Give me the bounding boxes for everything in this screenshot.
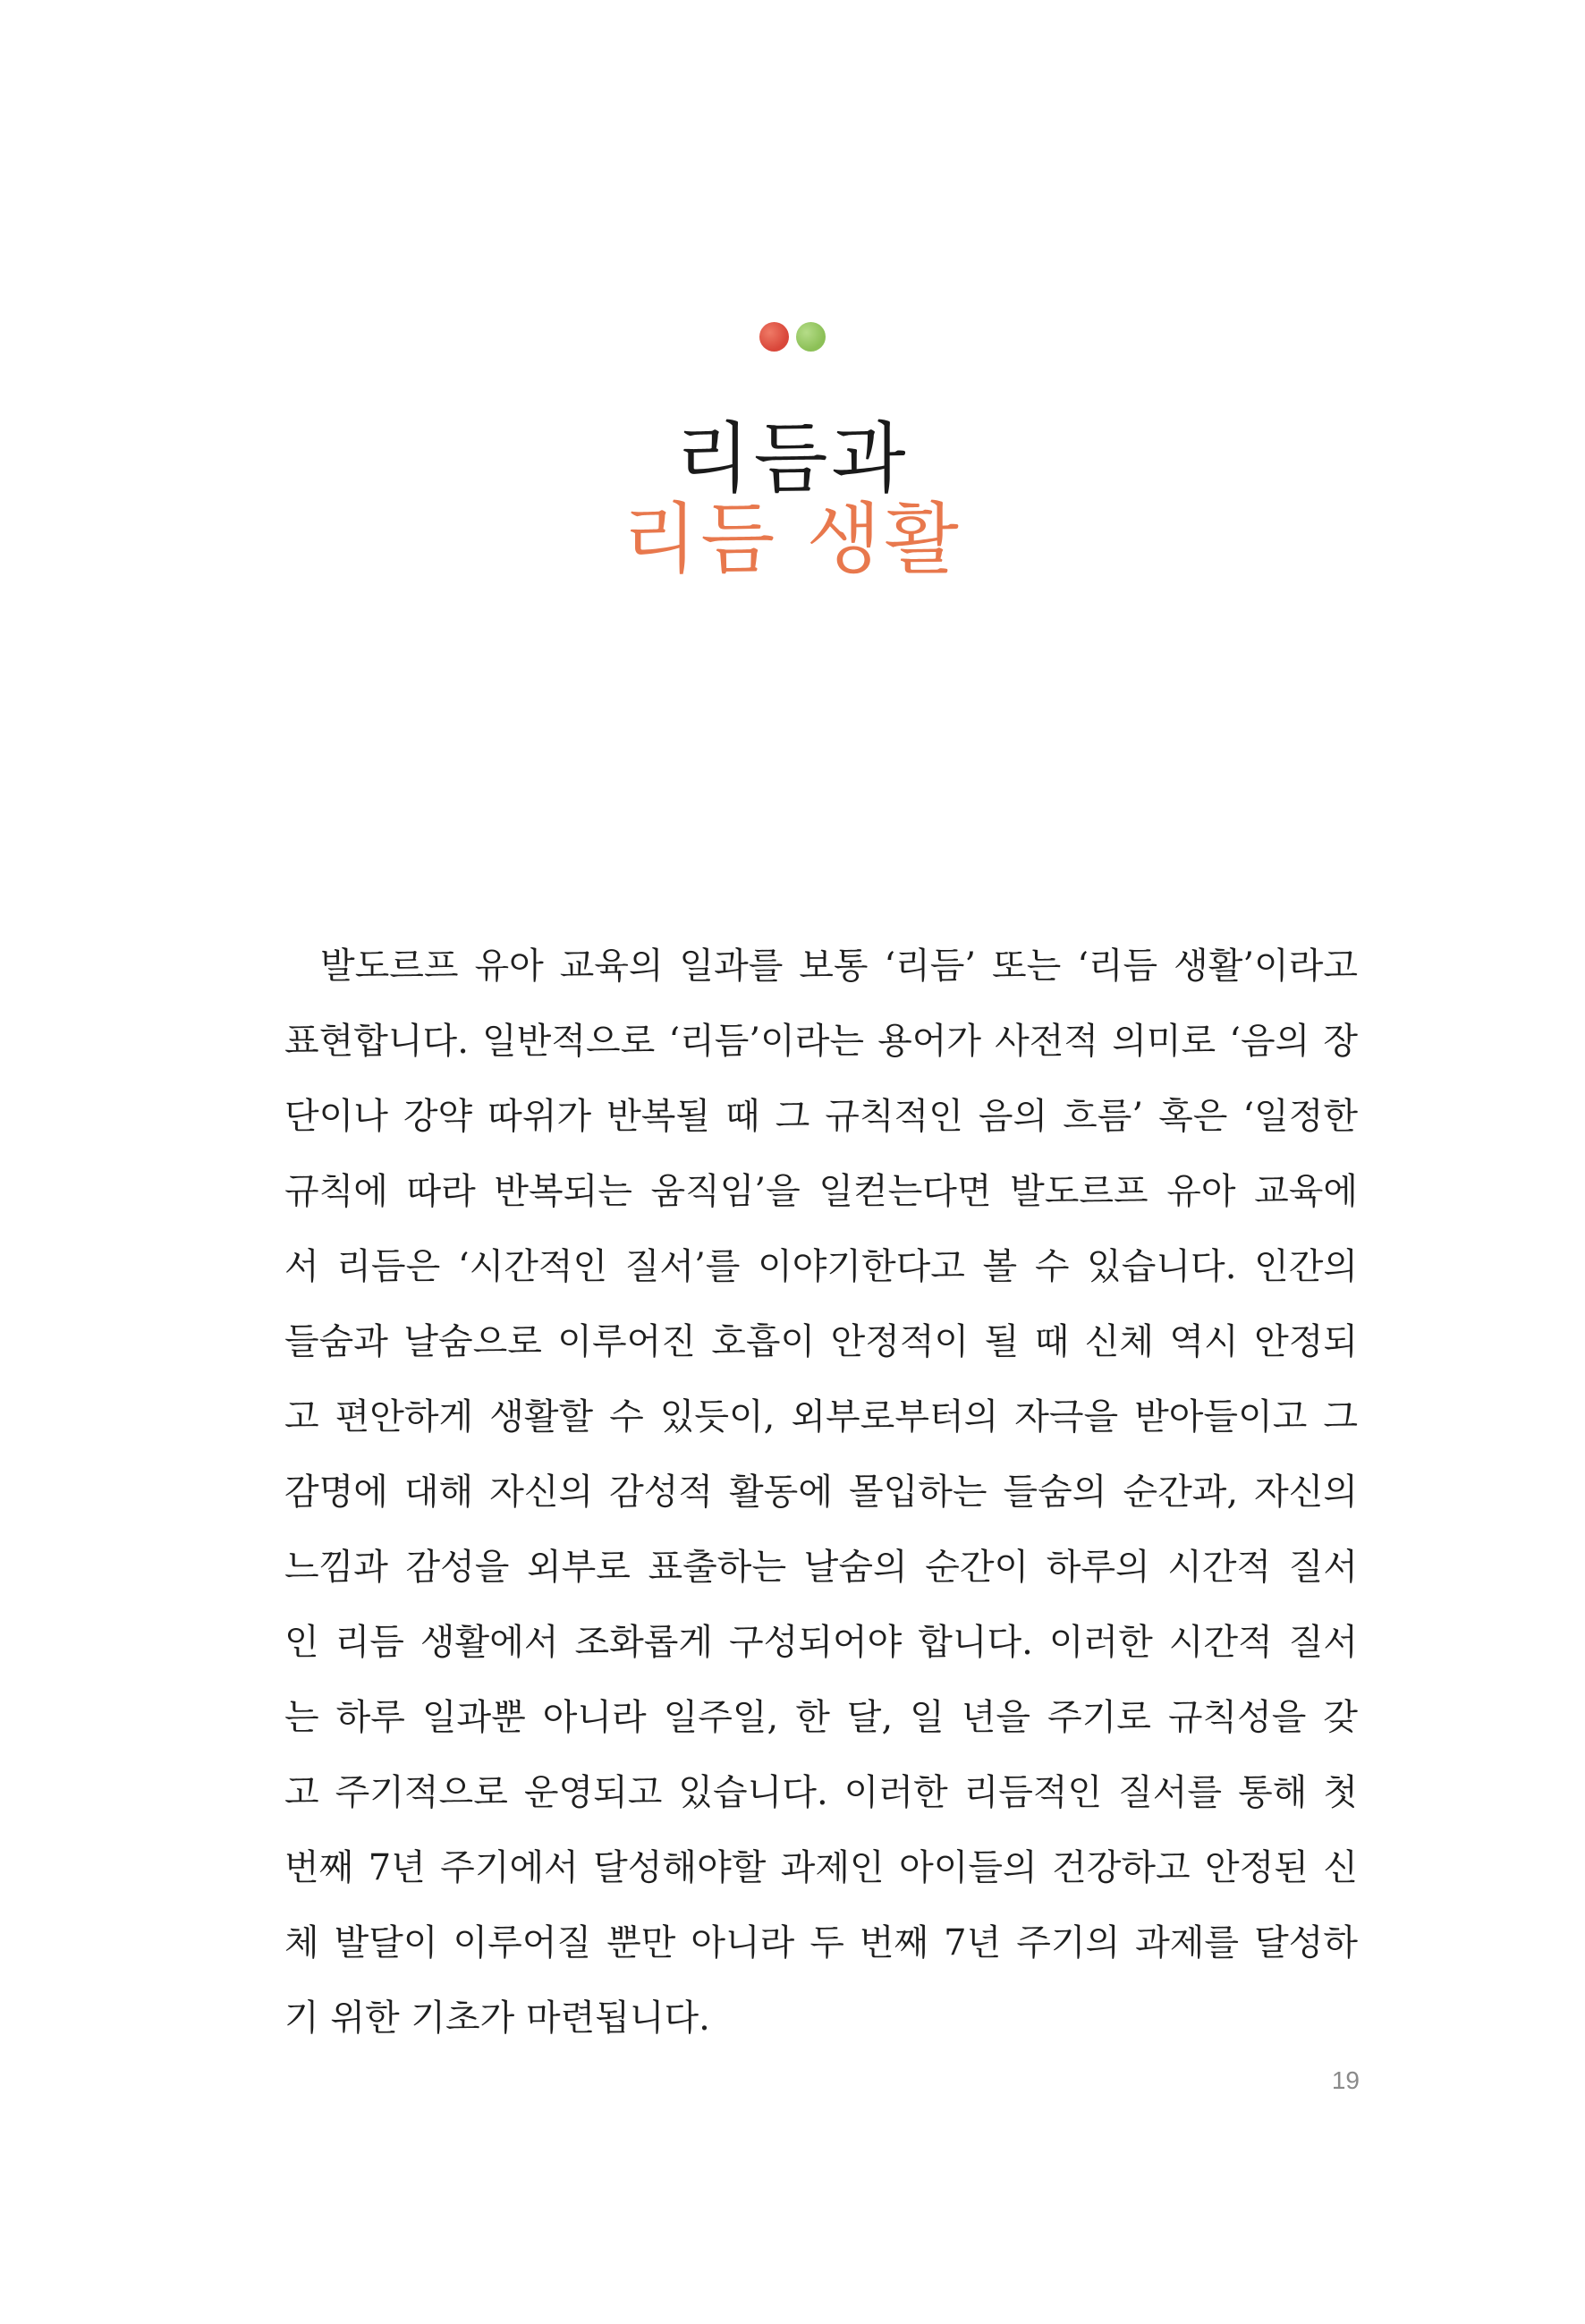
chapter-title-line-1: 리듬과 [675, 414, 910, 504]
body-line: 인 리듬 생활에서 조화롭게 구성되어야 합니다. 이러한 시간적 질서 [284, 1622, 1358, 1663]
red-dot-icon [759, 322, 789, 352]
body-line: 고 주기적으로 운영되고 있습니다. 이러한 리듬적인 질서를 통해 첫 [284, 1772, 1358, 1813]
body-line: 는 하루 일과뿐 아니라 일주일, 한 달, 일 년을 주기로 규칙성을 갖 [284, 1697, 1358, 1738]
chapter-title-line-2: 리듬 생활 [623, 495, 962, 584]
body-paragraph [284, 929, 1358, 2056]
body-line: 느낌과 감성을 외부로 표출하는 날숨의 순간이 하루의 시간적 질서 [284, 1547, 1358, 1588]
body-line: 체 발달이 이루어질 뿐만 아니라 두 번째 7년 주기의 과제를 달성하 [284, 1922, 1358, 1964]
page-number: 19 [1331, 2066, 1360, 2094]
body-line: 고 편안하게 생활할 수 있듯이, 외부로부터의 자극을 받아들이고 그 [284, 1396, 1358, 1438]
body-line: 감명에 대해 자신의 감성적 활동에 몰입하는 들숨의 순간과, 자신의 [284, 1472, 1358, 1513]
body-line: 들숨과 날숨으로 이루어진 호흡이 안정적이 될 때 신체 역시 안정되 [284, 1321, 1358, 1362]
body-line: 발도르프 유아 교육의 일과를 보통 ‘리듬’ 또는 ‘리듬 생활’이라고 [320, 946, 1358, 987]
decorative-dots [0, 322, 1585, 352]
body-line: 단이나 강약 따위가 반복될 때 그 규칙적인 음의 흐름’ 혹은 ‘일정한 [284, 1096, 1358, 1137]
body-line: 표현합니다. 일반적으로 ‘리듬’이라는 용어가 사전적 의미로 ‘음의 장 [284, 1021, 1358, 1062]
body-line: 규칙에 따라 반복되는 움직임’을 일컫는다면 발도르프 유아 교육에 [284, 1171, 1358, 1212]
body-line: 기 위한 기초가 마련됩니다. [284, 1997, 710, 2039]
green-dot-icon [796, 322, 826, 352]
body-line: 서 리듬은 ‘시간적인 질서’를 이야기한다고 볼 수 있습니다. 인간의 [284, 1246, 1358, 1287]
body-line: 번째 7년 주기에서 달성해야할 과제인 아이들의 건강하고 안정된 신 [284, 1847, 1358, 1888]
